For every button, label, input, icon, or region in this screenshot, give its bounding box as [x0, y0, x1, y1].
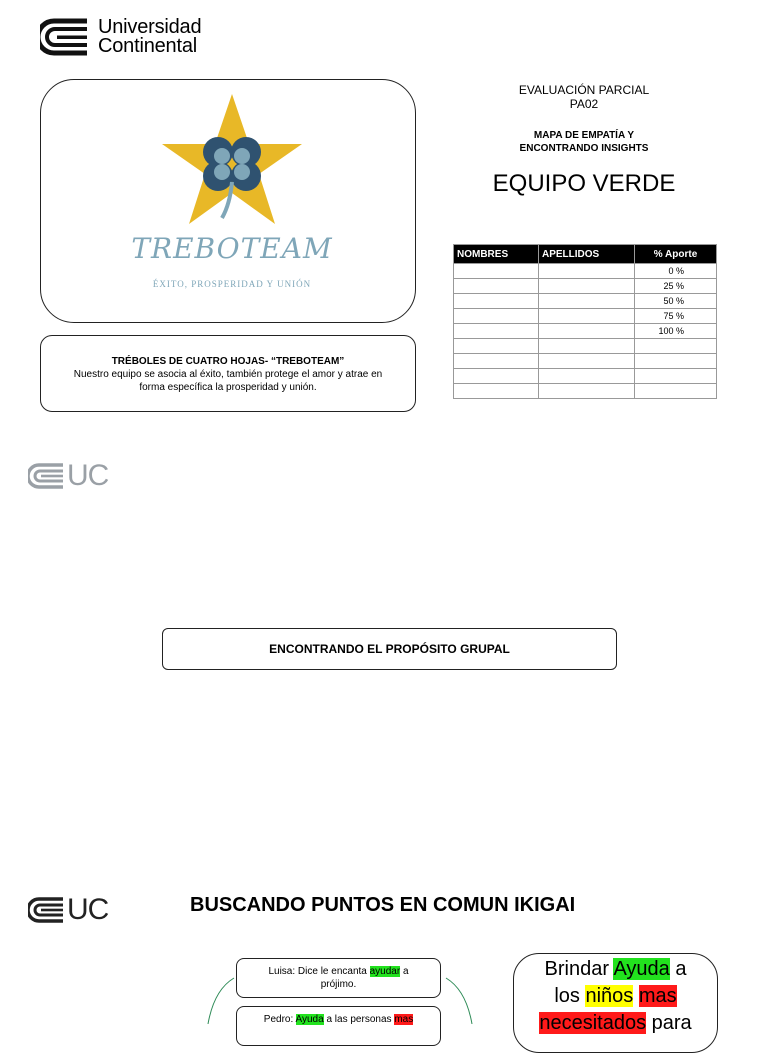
column-header: APELLIDOS — [539, 245, 635, 264]
table-row: 100 % — [454, 324, 717, 339]
brand-tagline: ÉXITO, PROSPERIDAD Y UNIÓN — [152, 279, 312, 289]
table-row — [454, 354, 717, 369]
table-row: 75 % — [454, 309, 717, 324]
person-bubble-luisa: Luisa: Dice le encanta ayudar a prójimo. — [236, 958, 441, 998]
team-name: EQUIPO VERDE — [492, 170, 676, 197]
ikigai-title: BUSCANDO PUNTOS EN COMUN IKIGAI — [190, 894, 576, 916]
table-row — [454, 339, 717, 354]
evaluation-header: EVALUACIÓN PARCIAL PA02 — [518, 83, 650, 111]
topic-header: MAPA DE EMPATÍA Y ENCONTRANDO INSIGHTS — [519, 130, 649, 154]
brand-name: TREBOTEAM — [131, 232, 333, 265]
uc-mark-icon — [28, 896, 64, 924]
table-row — [454, 369, 717, 384]
column-header: % Aporte — [635, 245, 717, 264]
table-row: 50 % — [454, 294, 717, 309]
star-clover-logo-icon — [160, 92, 305, 227]
description-title: TRÉBOLES DE CUATRO HOJAS- “TREBOTEAM” — [111, 356, 345, 367]
column-header: NOMBRES — [454, 245, 539, 264]
table-row: 25 % — [454, 279, 717, 294]
university-logo — [40, 18, 201, 56]
team-description-box — [40, 335, 416, 412]
uc-logo-dark: UC — [28, 893, 108, 927]
person-bubble-pedro: Pedro: Ayuda a las personas mas — [236, 1006, 441, 1046]
table-row — [454, 384, 717, 399]
university-name: Universidad Continental — [98, 16, 202, 57]
description-line: Nuestro equipo se asocia al éxito, también protege el amor y atrae en — [73, 369, 383, 380]
group-purpose-box: ENCONTRANDO EL PROPÓSITO GRUPAL — [162, 628, 617, 670]
uc-logo-icon — [40, 18, 90, 56]
description-line: forma específica la prosperidad y unión. — [139, 382, 317, 393]
team-members-table — [453, 244, 717, 399]
uc-mark-icon — [28, 462, 64, 490]
uc-logo-gray: UC — [28, 459, 108, 493]
common-point-bubble: Brindar Ayuda a los niños mas necesitados para — [513, 953, 718, 1053]
table-row: 0 % — [454, 264, 717, 279]
